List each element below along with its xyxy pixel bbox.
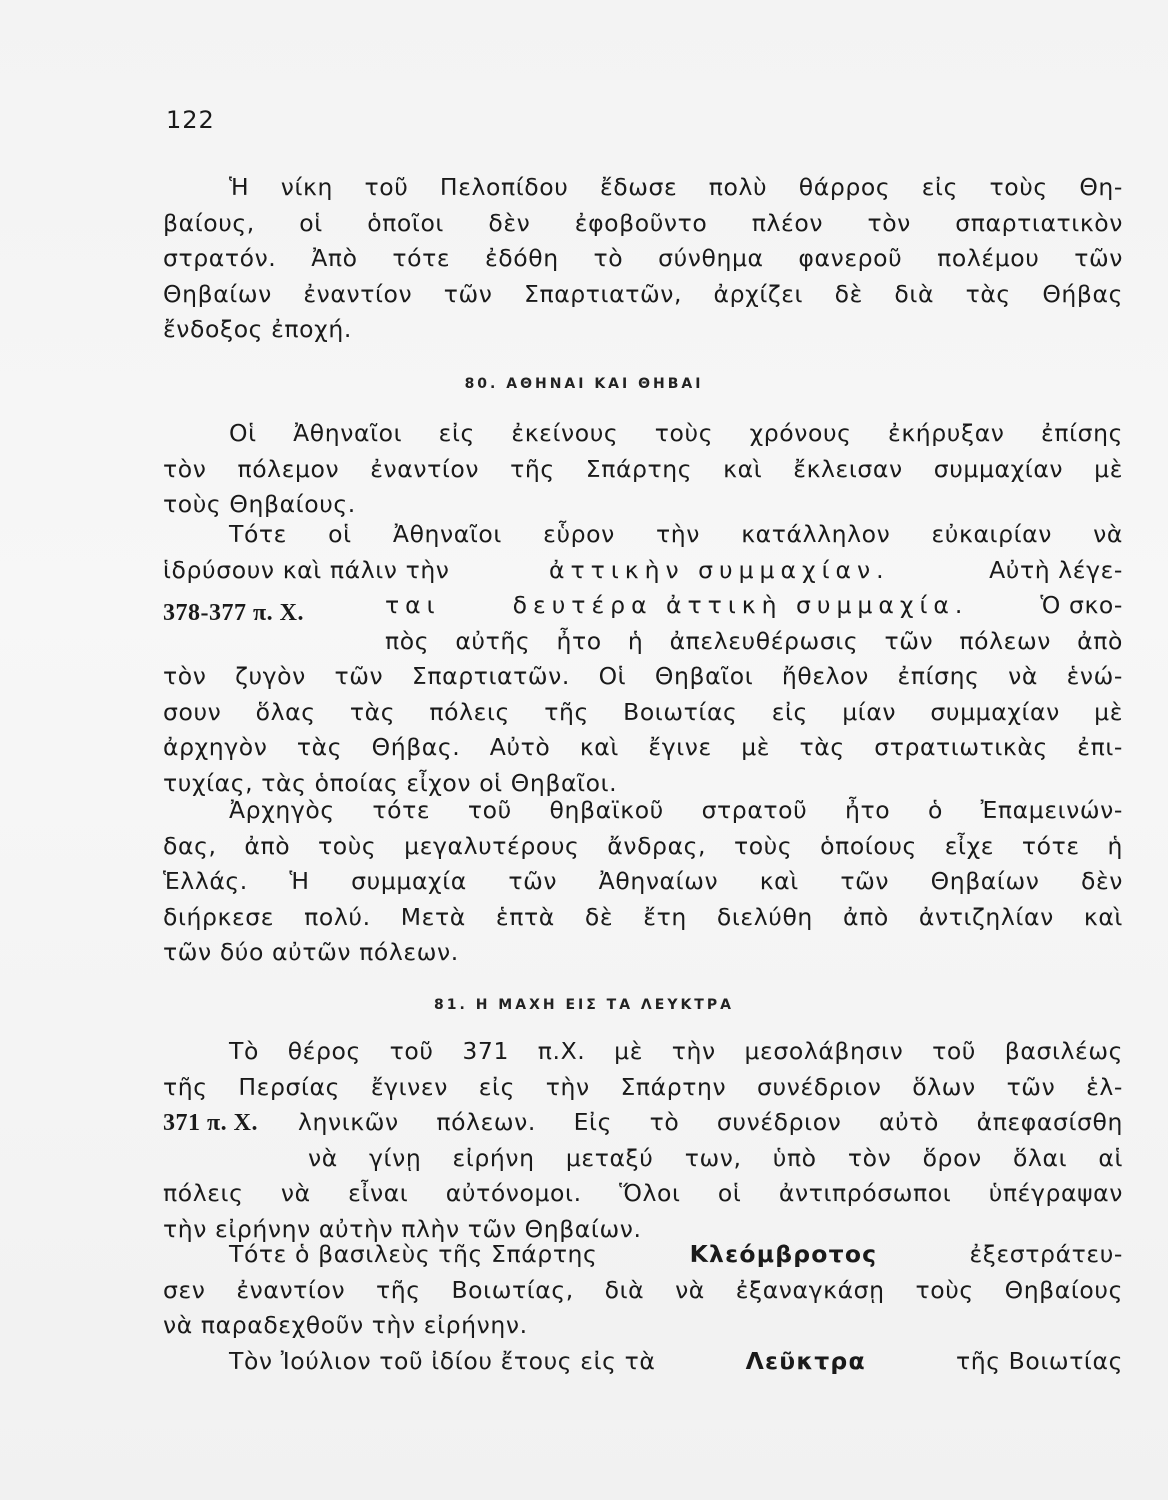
text-span: Ὁ σκο-	[1040, 591, 1123, 619]
text-line: πόλεις νὰ εἶναι αὐτόνομοι. Ὅλοι οἱ ἀντιπρόσωποι ὑπέγραψαν	[163, 1179, 1123, 1207]
section-heading-80: 80. ΑΘΗΝΑΙ ΚΑΙ ΘΗΒΑΙ	[464, 376, 704, 392]
text-line	[163, 553, 1123, 589]
text-span: ἱδρύσουν καὶ πάλιν τὴν	[163, 555, 450, 584]
text-line: δας, ἀπὸ τοὺς μεγαλυτέρους ἄνδρας, τοὺς ὁποίους εἶχε τότε ἡ	[163, 831, 1123, 860]
text-line: τὴν εἰρήνην αὐτὴν πλὴν τῶν Θηβαίων.	[163, 1214, 642, 1243]
text-line: σεν ἐναντίον τῆς Βοιωτίας, διὰ νὰ ἐξαναγκάσῃ τοὺς Θηβαίους	[163, 1275, 1123, 1304]
section80-paragraph-1	[163, 416, 1123, 523]
text-line: στρατόν. Ἀπὸ τότε ἐδόθη τὸ σύνθημα φανεροῦ πολέμου τῶν	[163, 244, 1123, 272]
section81-paragraph-1	[163, 1034, 1123, 1247]
text-span: ται	[385, 591, 441, 619]
intro-paragraph	[163, 170, 1123, 348]
text-span: Αὐτὴ λέγε-	[989, 555, 1123, 584]
text-line: τῆς Περσίας ἔγινεν εἰς τὴν Σπάρτην συνέδριον ὅλων τῶν ἑλ-	[163, 1072, 1123, 1101]
text-line: Ἡ νίκη τοῦ Πελοπίδου ἔδωσε πολὺ θάρρος εἰς τοὺς Θη-	[229, 173, 1123, 201]
text-line	[163, 1237, 1123, 1273]
text-line: ληνικῶν πόλεων. Εἰς τὸ συνέδριον αὐτὸ ἀπεφασίσθη	[298, 1108, 1123, 1136]
text-line	[163, 588, 1123, 624]
text-line: τοὺς Θηβαίους.	[163, 490, 356, 518]
text-span: τῆς Βοιωτίας	[955, 1347, 1123, 1375]
section-heading-81: 81. Η ΜΑΧΗ ΕΙΣ ΤΑ ΛΕΥΚΤΡΑ	[434, 997, 734, 1013]
section80-paragraph-3	[163, 793, 1123, 971]
text-line: βαίους, οἱ ὁποῖοι δὲν ἐφοβοῦντο πλέον τὸν σπαρτιατικὸν	[163, 208, 1123, 237]
margin-date-371: 371 π. Χ.	[163, 1110, 258, 1136]
text-line: σουν ὅλας τὰς πόλεις τῆς Βοιωτίας εἰς μίαν συμμαχίαν μὲ	[163, 697, 1123, 726]
text-span: ἐξεστράτευ-	[969, 1240, 1123, 1268]
margin-date-378: 378-377 π. Χ.	[163, 600, 304, 626]
text-line: πὸς αὐτῆς ἦτο ἡ ἀπελευθέρωσις τῶν πόλεων ἀπὸ	[385, 626, 1123, 655]
text-line: νὰ γίνῃ εἰρήνη μεταξύ των, ὑπὸ τὸν ὅρον ὅλαι αἱ	[308, 1143, 1123, 1172]
text-line: τῶν δύο αὐτῶν πόλεων.	[163, 938, 459, 966]
text-line: ἀρχηγὸν τὰς Θήβας. Αὐτὸ καὶ ἔγινε μὲ τὰς στρατιωτικὰς ἐπι-	[163, 733, 1123, 761]
text-line: Τότε οἱ Ἀθηναῖοι εὗρον τὴν κατάλληλον εὐκαιρίαν νὰ	[229, 520, 1123, 548]
text-line: τὸν ζυγὸν τῶν Σπαρτιατῶν. Οἱ Θηβαῖοι ἤθελον ἐπίσης νὰ ἑνώ-	[163, 662, 1123, 690]
text-line: τυχίας, τὰς ὁποίας εἶχον οἱ Θηβαῖοι.	[163, 768, 618, 797]
text-line: Ἑλλάς. Ἡ συμμαχία τῶν Ἀθηναίων καὶ τῶν Θηβαίων δὲν	[163, 867, 1123, 895]
bold-place: Λεῦκτρα	[745, 1347, 866, 1375]
section80-paragraph-2	[163, 517, 1123, 801]
emphasis-text: ἀττικὴν συμμαχίαν.	[549, 555, 890, 584]
bold-name: Κλεόμβροτος	[689, 1240, 878, 1268]
section81-paragraph-3	[163, 1344, 1123, 1380]
section81-paragraph-2	[163, 1237, 1123, 1344]
emphasis-text: δευτέρα ἀττικὴ συμμαχία.	[512, 591, 969, 619]
text-line: Ἀρχηγὸς τότε τοῦ θηβαϊκοῦ στρατοῦ ἦτο ὁ Ἐπαμεινών-	[229, 796, 1123, 824]
text-line: Θηβαίων ἐναντίον τῶν Σπαρτιατῶν, ἀρχίζει δὲ διὰ τὰς Θήβας	[163, 279, 1123, 308]
text-line: ἔνδοξος ἐποχή.	[163, 315, 352, 343]
text-line: Τὸ θέρος τοῦ 371 π.Χ. μὲ τὴν μεσολάβησιν τοῦ βασιλέως	[229, 1037, 1123, 1065]
text-line	[163, 1344, 1123, 1380]
page-number: 122	[166, 106, 215, 134]
text-line: Οἱ Ἀθηναῖοι εἰς ἐκείνους τοὺς χρόνους ἐκήρυξαν ἐπίσης	[229, 419, 1123, 447]
text-span: Τὸν Ἰούλιον τοῦ ἰδίου ἔτους εἰς τὰ	[229, 1347, 656, 1375]
text-line: διήρκεσε πολύ. Μετὰ ἑπτὰ δὲ ἔτη διελύθη ἀπὸ ἀντιζηλίαν καὶ	[163, 902, 1123, 931]
text-line: νὰ παραδεχθοῦν τὴν εἰρήνην.	[163, 1311, 528, 1339]
text-line: τὸν πόλεμον ἐναντίον τῆς Σπάρτης καὶ ἔκλεισαν συμμαχίαν μὲ	[163, 454, 1123, 483]
text-span: Τότε ὁ βασιλεὺς τῆς Σπάρτης	[229, 1240, 598, 1268]
